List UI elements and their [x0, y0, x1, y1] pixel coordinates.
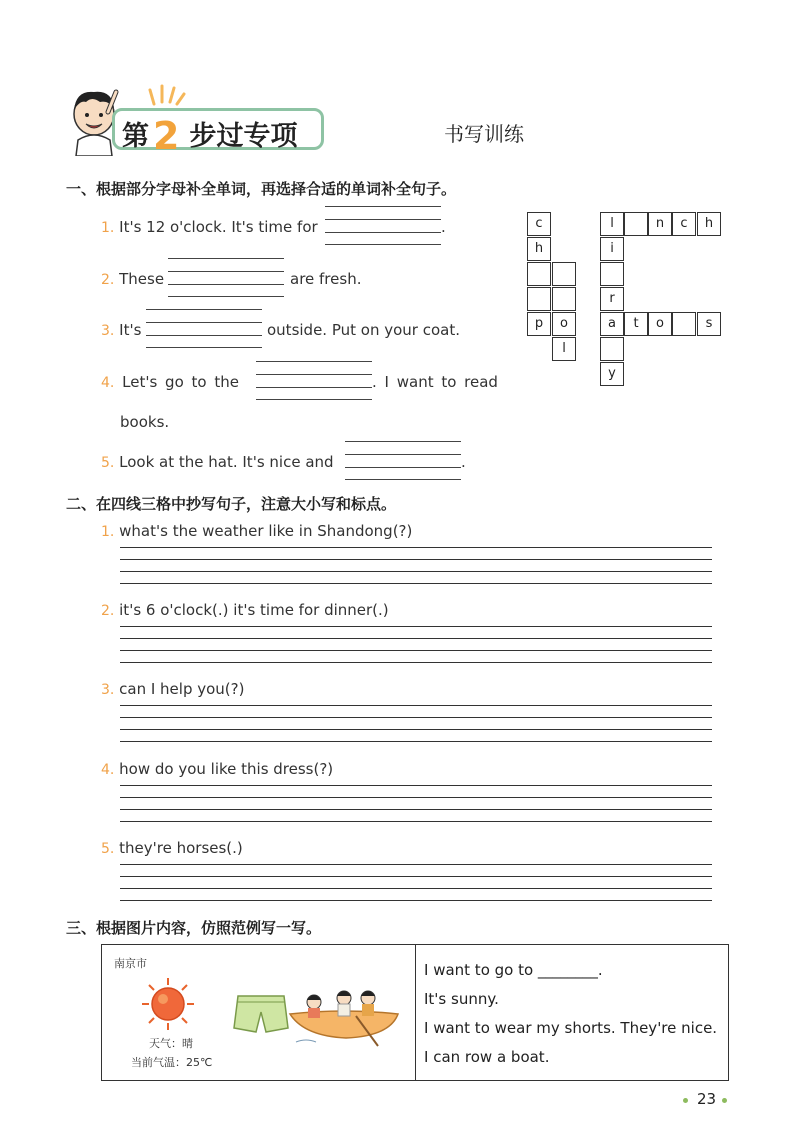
- crossword-cell[interactable]: l: [552, 337, 576, 361]
- blank-4[interactable]: [256, 361, 372, 399]
- sentence-1: [101, 218, 318, 236]
- sparkle-icon: [146, 82, 186, 106]
- temperature-label: 当前气温：25℃: [131, 1056, 213, 1069]
- sentence-5-end: .: [461, 453, 466, 471]
- example-box-divider: [415, 944, 416, 1081]
- badge-number: 2: [153, 114, 180, 158]
- four-line-grid-2[interactable]: [120, 626, 712, 662]
- crossword-cell[interactable]: [624, 212, 648, 236]
- copy-item-5-text: they're horses(.): [119, 839, 243, 857]
- section-title: 书写训练: [444, 122, 524, 146]
- crossword-cell[interactable]: a: [600, 312, 624, 336]
- sentence-2-text: These: [119, 270, 165, 288]
- page-dot-right: [722, 1098, 727, 1103]
- shorts-icon: [232, 992, 290, 1034]
- city-label: 南京市: [114, 957, 147, 970]
- crossword-cell[interactable]: [600, 337, 624, 361]
- copy-item-3: [101, 680, 244, 698]
- sentence-4: [101, 373, 239, 391]
- badge-prefix: 第: [122, 121, 149, 152]
- crossword-cell[interactable]: s: [697, 312, 721, 336]
- copy-item-5: [101, 839, 243, 857]
- crossword-cell[interactable]: h: [527, 237, 551, 261]
- blank-2[interactable]: [168, 258, 284, 296]
- sentence-4-text: Let's go to the: [122, 373, 239, 391]
- item-number: 4.: [101, 375, 115, 391]
- four-line-grid-3[interactable]: [120, 705, 712, 741]
- copy-item-1: [101, 522, 412, 540]
- item-number: 3.: [101, 682, 115, 698]
- blank-3[interactable]: [146, 309, 262, 347]
- sentence-5: [101, 453, 334, 471]
- sentence-3-text: It's: [119, 321, 142, 339]
- example-line-4: I can row a boat.: [424, 1048, 550, 1066]
- crossword-cell[interactable]: c: [527, 212, 551, 236]
- copy-item-2: [101, 601, 389, 619]
- badge-suffix: 步过专项: [189, 121, 298, 152]
- crossword-cell[interactable]: t: [624, 312, 648, 336]
- crossword-cell[interactable]: [552, 262, 576, 286]
- lesson-badge-text: [122, 110, 298, 158]
- example-line-1: I want to go to ________.: [424, 961, 603, 979]
- copy-item-4: [101, 760, 333, 778]
- crossword-cell[interactable]: [527, 287, 551, 311]
- item-number: 5.: [101, 455, 115, 471]
- sentence-1-text: It's 12 o'clock. It's time for: [119, 218, 318, 236]
- sentence-3: [101, 321, 141, 339]
- copy-item-1-text: what's the weather like in Shandong(?): [119, 522, 413, 540]
- sentence-4-end: . I want to read: [372, 373, 498, 391]
- crossword-cell[interactable]: o: [648, 312, 672, 336]
- example-line-2: It's sunny.: [424, 990, 499, 1008]
- item-number: 1.: [101, 220, 115, 236]
- crossword-cell[interactable]: [600, 262, 624, 286]
- crossword-cell[interactable]: c: [672, 212, 696, 236]
- crossword-cell[interactable]: o: [552, 312, 576, 336]
- sentence-4-cont: books.: [120, 413, 170, 431]
- crossword-cell[interactable]: [672, 312, 696, 336]
- item-number: 2.: [101, 272, 115, 288]
- sentence-2: [101, 270, 164, 288]
- sun-icon: [140, 976, 196, 1032]
- item-number: 3.: [101, 323, 115, 339]
- blank-5[interactable]: [345, 441, 461, 479]
- crossword-cell[interactable]: y: [600, 362, 624, 386]
- four-line-grid-5[interactable]: [120, 864, 712, 900]
- copy-item-2-text: it's 6 o'clock(.) it's time for dinner(.): [119, 601, 389, 619]
- crossword-cell[interactable]: n: [648, 212, 672, 236]
- crossword-cell[interactable]: r: [600, 287, 624, 311]
- page-number: 23: [697, 1090, 717, 1108]
- crossword-cell[interactable]: [527, 262, 551, 286]
- page-dot-left: [683, 1098, 688, 1103]
- blank-1[interactable]: [325, 206, 441, 244]
- item-number: 4.: [101, 762, 115, 778]
- item-number: 2.: [101, 603, 115, 619]
- sentence-3-end: outside. Put on your coat.: [267, 321, 460, 339]
- part3-heading: 三、根据图片内容，仿照范例写一写。: [66, 919, 322, 937]
- copy-item-4-text: how do you like this dress(?): [119, 760, 334, 778]
- weather-label: 天气：晴: [149, 1037, 193, 1050]
- crossword-cell[interactable]: [552, 287, 576, 311]
- rowing-boat-icon: [286, 986, 404, 1048]
- sentence-2-end: are fresh.: [290, 270, 362, 288]
- crossword-cell[interactable]: i: [600, 237, 624, 261]
- crossword-cell[interactable]: p: [527, 312, 551, 336]
- item-number: 5.: [101, 841, 115, 857]
- example-line-3: I want to wear my shorts. They're nice.: [424, 1019, 718, 1037]
- sentence-1-end: .: [441, 218, 446, 236]
- four-line-grid-4[interactable]: [120, 785, 712, 821]
- four-line-grid-1[interactable]: [120, 547, 712, 583]
- item-number: 1.: [101, 524, 115, 540]
- sentence-5-text: Look at the hat. It's nice and: [119, 453, 334, 471]
- part1-heading: 一、根据部分字母补全单词，再选择合适的单词补全句子。: [66, 180, 457, 198]
- crossword-cell[interactable]: l: [600, 212, 624, 236]
- copy-item-3-text: can I help you(?): [119, 680, 245, 698]
- part2-heading: 二、在四线三格中抄写句子，注意大小写和标点。: [66, 495, 397, 513]
- crossword-cell[interactable]: h: [697, 212, 721, 236]
